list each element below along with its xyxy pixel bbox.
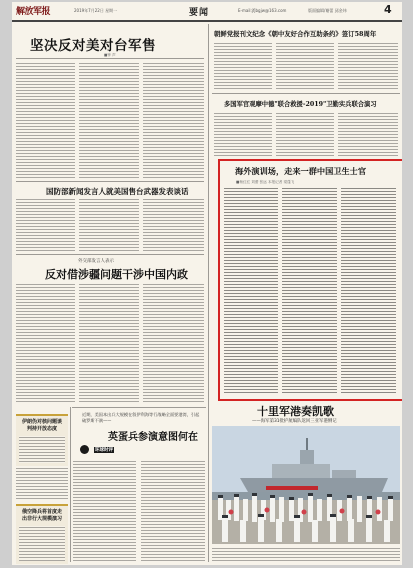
article-body <box>16 467 68 501</box>
article-body <box>19 526 65 561</box>
headline-mercenary: 英蛋兵参演意图何在 <box>108 432 198 443</box>
kicker-oppose: 外交部发言人表示 <box>78 259 114 264</box>
headline-oppose: 反对借涉疆问题干涉中国内政 <box>45 268 188 281</box>
article-body <box>16 283 75 403</box>
byline-focus: ■杨红红 刘蕾 张远 本报记者 梁蓬飞 <box>236 180 295 184</box>
rule <box>16 58 204 59</box>
section-title: 要闻 <box>189 8 210 18</box>
article-body <box>16 198 75 251</box>
newspaper-page <box>12 2 402 565</box>
subhead-fleet: ——海军第31批护航编队返回三亚军港侧记 <box>252 419 337 424</box>
article-body <box>276 112 334 156</box>
column-divider <box>208 24 209 562</box>
article-body <box>79 62 139 179</box>
column-divider <box>70 407 71 562</box>
article-body <box>214 42 272 90</box>
article-body <box>143 62 204 179</box>
sidebar-box <box>16 414 68 466</box>
article-body <box>276 42 334 90</box>
article-body <box>16 62 75 179</box>
rule <box>16 181 204 182</box>
rule <box>72 407 206 408</box>
article-body <box>338 112 398 156</box>
page-editors: 版面编辑/谢蕾 邱金炜 <box>308 8 347 13</box>
sidebar-headline-1: 伊朗伪对核问题谈判持开放态度 <box>21 419 62 432</box>
headline-main-left: 坚决反对美对台军售 <box>30 38 156 54</box>
rule <box>16 254 204 255</box>
article-body <box>79 198 139 251</box>
highlight-box <box>218 159 402 401</box>
headline-fleet: 十里军港奏凯歌 <box>257 405 334 418</box>
rule <box>212 93 400 94</box>
headline-defense-statement: 国防部新闻发言人就美国售台武器发表谈话 <box>46 187 189 196</box>
article-body <box>79 283 139 403</box>
issue-date: 2019年7月22日 星期一 <box>74 8 118 13</box>
kicker-mercenary: 近期，美国本出兵大规模在叙伊利海等行战略全面要港湾，引起破罗斯不满—— <box>82 412 200 423</box>
photo-caption <box>212 547 400 562</box>
byline-main-left: ■钟 声 <box>104 53 116 57</box>
article-body <box>19 436 65 463</box>
article-body <box>143 198 204 251</box>
article-body <box>141 460 205 562</box>
sidebar-headline-2: 俄空降兵将首度走出非行大规模演习 <box>21 509 62 522</box>
headline-focus: 海外演训场，走来一群中国卫生士官 <box>235 166 367 176</box>
masthead-rule <box>12 20 402 22</box>
headline-top-right: 朝鲜党报刊文纪念《朝中友好合作互助条约》签订58周年 <box>214 30 377 38</box>
article-body <box>338 42 398 90</box>
photo-illustration <box>212 426 400 544</box>
article-body <box>73 460 136 562</box>
column-tag: 环球时评 <box>95 448 113 453</box>
article-body <box>214 112 272 156</box>
commentary-badge-icon <box>80 445 89 454</box>
masthead <box>12 2 402 21</box>
naval-welcome-ceremony-photo <box>212 426 400 544</box>
headline-mid-right: 多国军官观摩中德"联合救援-2019"卫勤实兵联合演习 <box>224 101 377 108</box>
contact-email: E-mail:jfjbgjw@163.com <box>238 8 287 13</box>
page-number: 4 <box>384 3 392 16</box>
sidebar-box <box>16 504 68 564</box>
newspaper-logo: 解放军报 <box>16 7 51 17</box>
article-body <box>143 283 204 403</box>
